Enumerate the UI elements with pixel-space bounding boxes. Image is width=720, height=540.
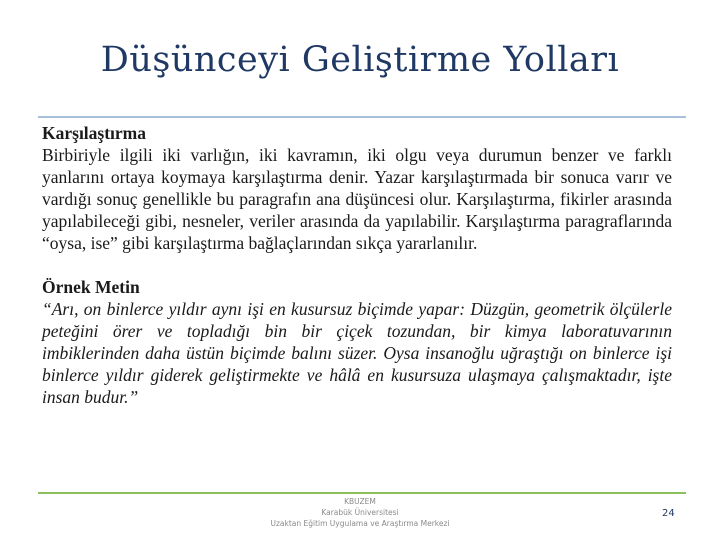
slide-title: Düşünceyi Geliştirme Yolları: [100, 40, 620, 80]
page-number: 24: [662, 508, 675, 519]
footer-divider: [38, 492, 686, 494]
example-text-paragraph: “Arı, on binlerce yıldır aynı işi en kusursuz biçimde yapar: Düzgün, geometrik ölçülerle peteğini örer ve topladığı bin bir çiçek tozundan, bir kimya laboratuvarının imbiklerinden daha üstün biçimde balını süzer. Oysa insanoğlu uğraştığı on binlerce işi binlerce yıldır giderek geliştirmekte ve hâlâ en kusursuza ulaşmaya çalışmaktadır, işte insan budur.”: [42, 299, 672, 407]
footer-center: Uzaktan Eğitim Uygulama ve Araştırma Merkezi: [270, 519, 450, 528]
section-heading-example: Örnek Metin: [42, 277, 140, 297]
footer: [0, 496, 720, 529]
slide-content: [42, 122, 672, 408]
comparison-paragraph: Birbiriyle ilgili iki varlığın, iki kavramın, iki olgu veya durumun benzer ve farklı yanlarını ortaya koymaya karşılaştırma denir. Yazar karşılaştırmada bir sonuca varır ve vardığı sonuç genellikle bu paragrafın ana düşüncesi olur. Karşılaştırma, fikirler arasında yapılabileceği gibi, nesneler, veriler arasında da yapılabilir. Karşılaştırma paragraflarında “oysa, ise” gibi karşılaştırma bağlaçlarından sıkça yararlanılır.: [42, 145, 672, 253]
section-heading-comparison: Karşılaştırma: [42, 123, 147, 143]
footer-org-abbrev: KBUZEM: [344, 497, 376, 506]
title-divider: [38, 116, 686, 118]
footer-university: Karabük Üniversitesi: [321, 508, 399, 517]
